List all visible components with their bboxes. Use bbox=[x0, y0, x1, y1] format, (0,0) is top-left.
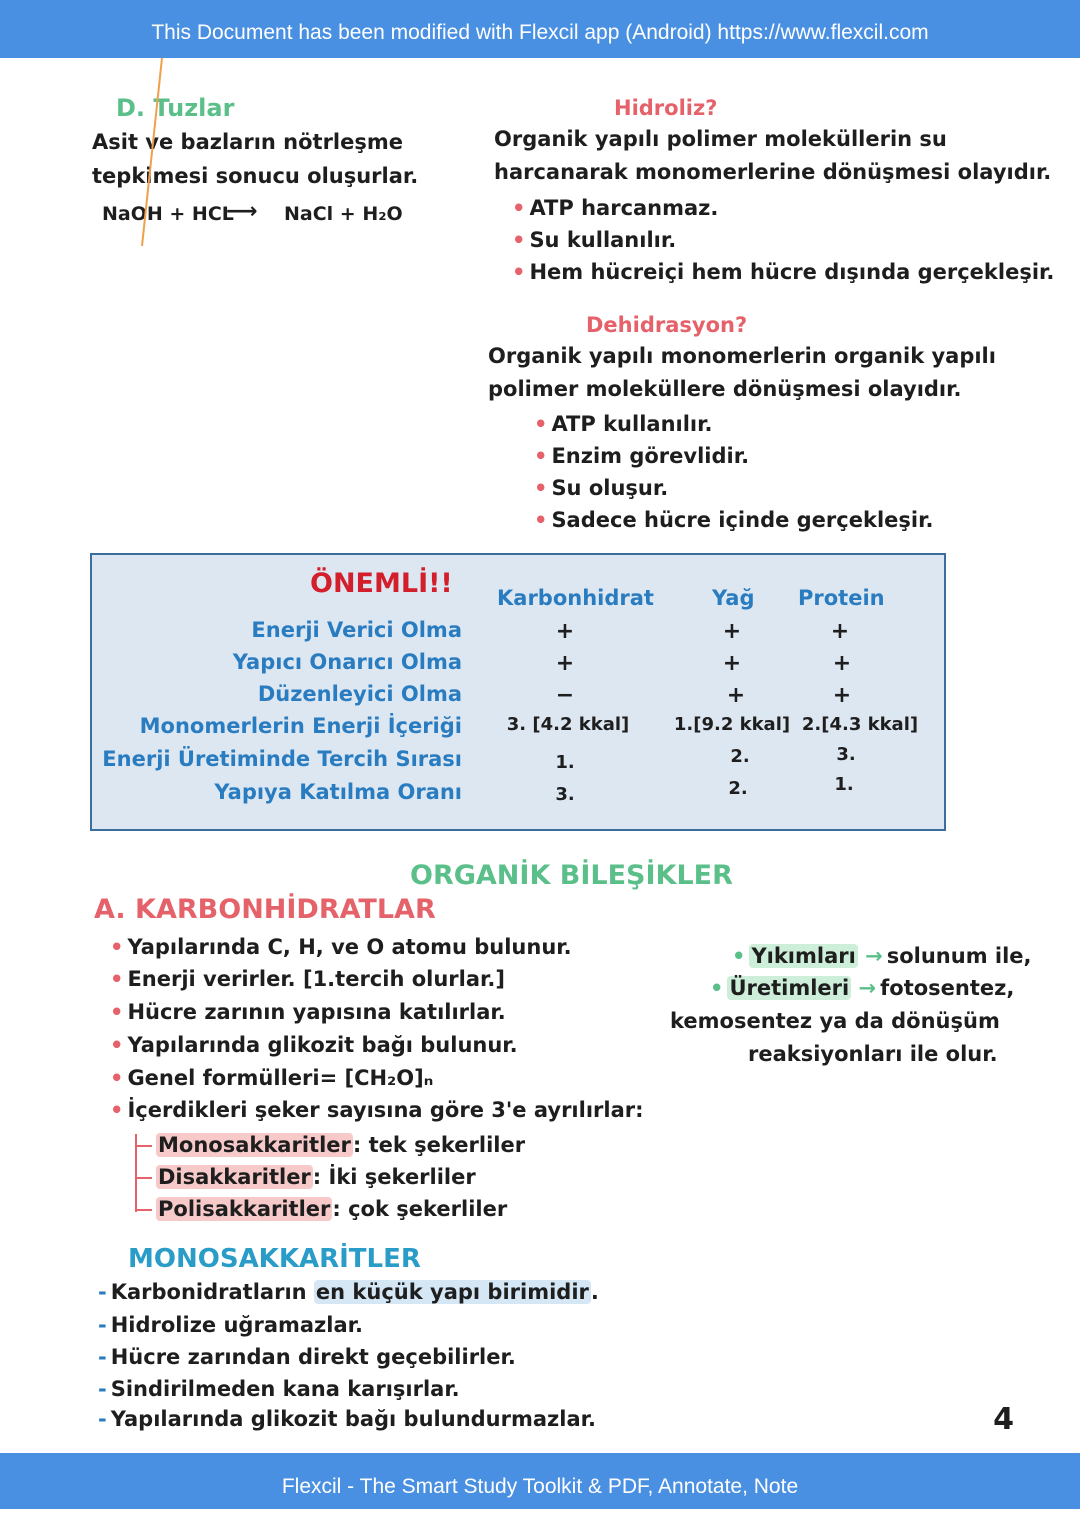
dehidrasyon-title: Dehidrasyon? bbox=[586, 313, 748, 337]
side-yikim: • Yıkımları → solunum ile, bbox=[732, 944, 1032, 968]
tuzlar-line1: Asit ve bazların nötrleşme bbox=[92, 130, 403, 154]
cell-r4-c1: 3. [4.2 kkal] bbox=[506, 714, 630, 735]
column-yag: Yağ bbox=[712, 586, 755, 610]
organic-compounds-title: ORGANİK BİLEŞİKLER bbox=[410, 860, 733, 891]
dehidrasyon-bullet-4: • Sadece hücre içinde gerçekleşir. bbox=[534, 508, 934, 532]
cell-r5-c2: 2. bbox=[730, 746, 750, 767]
type-polisakkaritler: Polisakkaritler: çok şekerliler bbox=[158, 1197, 508, 1221]
mono-item-1: - Karbonidratların en küçük yapı birimidir. bbox=[98, 1280, 599, 1304]
mono-item-5: - Yapılarında glikozit bağı bulundurmazlar. bbox=[98, 1407, 596, 1431]
cell-r6-c1: 3. bbox=[555, 784, 575, 805]
mono-item-2: - Hidrolize uğramazlar. bbox=[98, 1313, 363, 1337]
cell-r2-c1: + bbox=[555, 651, 575, 676]
page-number: 4 bbox=[993, 1402, 1014, 1437]
carb-bullet-2: • Enerji verirler. [1.tercih olurlar.] bbox=[110, 967, 505, 991]
cell-r5-c1: 1. bbox=[555, 752, 575, 773]
carb-bullet-5: • Genel formülleri= [CH₂O]ₙ bbox=[110, 1066, 434, 1090]
hidroliz-title: Hidroliz? bbox=[614, 96, 718, 120]
row-label-tercih-sirasi: Enerji Üretiminde Tercih Sırası bbox=[102, 747, 462, 771]
hidroliz-line2: harcanarak monomerlerine dönüşmesi olayıdır. bbox=[494, 160, 1052, 184]
row-label-enerji-verici: Enerji Verici Olma bbox=[251, 618, 462, 642]
cell-r4-c3: 2.[4.3 kkal] bbox=[801, 714, 919, 735]
cell-r6-c3: 1. bbox=[834, 774, 854, 795]
tuzlar-line2: tepkimesi sonucu oluşurlar. bbox=[92, 164, 419, 188]
carb-bullet-1: • Yapılarında C, H, ve O atomu bulunur. bbox=[110, 935, 572, 959]
type-disakkaritler: Disakkaritler: İki şekerliler bbox=[158, 1165, 476, 1189]
cell-r3-c2: + bbox=[726, 683, 746, 708]
side-line3: kemosentez ya da dönüşüm bbox=[670, 1009, 1000, 1033]
dehidrasyon-bullet-3: • Su oluşur. bbox=[534, 476, 669, 500]
flexcil-footer-banner: Flexcil - The Smart Study Toolkit & PDF, Annotate, Note bbox=[0, 1453, 1080, 1509]
row-label-katilma-orani: Yapıya Katılma Oranı bbox=[214, 780, 462, 804]
mono-item-3: - Hücre zarından direkt geçebilirler. bbox=[98, 1345, 516, 1369]
monosaccharides-title: MONOSAKKARİTLER bbox=[128, 1244, 421, 1274]
cell-r4-c2: 1.[9.2 kkal] bbox=[673, 714, 791, 735]
row-label-enerji-icerigi: Monomerlerin Enerji İçeriği bbox=[139, 714, 462, 738]
cell-r2-c2: + bbox=[722, 651, 742, 676]
cell-r1-c2: + bbox=[722, 619, 742, 644]
important-title: ÖNEMLİ!! bbox=[310, 568, 453, 599]
pen-stroke-decoration bbox=[138, 58, 168, 250]
cell-r1-c3: + bbox=[830, 619, 850, 644]
cell-r5-c3: 3. bbox=[836, 744, 856, 765]
hidroliz-bullet-2: • Su kullanılır. bbox=[512, 228, 677, 252]
mono-item-4: - Sindirilmeden kana karışırlar. bbox=[98, 1377, 460, 1401]
side-uretim: • Üretimleri → fotosentez, bbox=[710, 976, 1015, 1000]
type-monosakkaritler: Monosakkaritler: tek şekerliler bbox=[158, 1133, 526, 1157]
side-line4: reaksiyonları ile olur. bbox=[748, 1042, 998, 1066]
equation-arrow-icon: ⟶ bbox=[226, 199, 258, 224]
row-label-duzenleyici: Düzenleyici Olma bbox=[257, 682, 462, 706]
column-protein: Protein bbox=[798, 586, 885, 610]
column-karbonhidrat: Karbonhidrat bbox=[497, 586, 654, 610]
cell-r6-c2: 2. bbox=[728, 778, 748, 799]
carb-bullet-3: • Hücre zarının yapısına katılırlar. bbox=[110, 1000, 506, 1024]
hidroliz-bullet-1: • ATP harcanmaz. bbox=[512, 196, 719, 220]
cell-r3-c1: − bbox=[555, 683, 575, 708]
row-label-yapici-onarici: Yapıcı Onarıcı Olma bbox=[232, 650, 462, 674]
carb-bullet-4: • Yapılarında glikozit bağı bulunur. bbox=[110, 1033, 518, 1057]
equation-left: NaOH + HCL bbox=[102, 203, 234, 225]
dehidrasyon-bullet-1: • ATP kullanılır. bbox=[534, 412, 713, 436]
flexcil-header-banner: This Document has been modified with Flexcil app (Android) https://www.flexcil.com bbox=[0, 0, 1080, 58]
carbohydrates-title: A. KARBONHİDRATLAR bbox=[94, 894, 436, 925]
dehidrasyon-line2: polimer moleküllere dönüşmesi olayıdır. bbox=[488, 377, 962, 401]
tuzlar-title: D. Tuzlar bbox=[116, 94, 235, 122]
equation-right: NaCl + H₂O bbox=[284, 203, 403, 225]
hidroliz-line1: Organik yapılı polimer moleküllerin su bbox=[494, 127, 947, 151]
carb-bullet-6: • İçerdikleri şeker sayısına göre 3'e ayrılırlar: bbox=[110, 1098, 644, 1122]
cell-r1-c1: + bbox=[555, 619, 575, 644]
cell-r3-c3: + bbox=[832, 683, 852, 708]
hidroliz-bullet-3: • Hem hücreiçi hem hücre dışında gerçekleşir. bbox=[512, 260, 1055, 284]
dehidrasyon-bullet-2: • Enzim görevlidir. bbox=[534, 444, 750, 468]
dehidrasyon-line1: Organik yapılı monomerlerin organik yapılı bbox=[488, 344, 996, 368]
cell-r2-c3: + bbox=[832, 651, 852, 676]
